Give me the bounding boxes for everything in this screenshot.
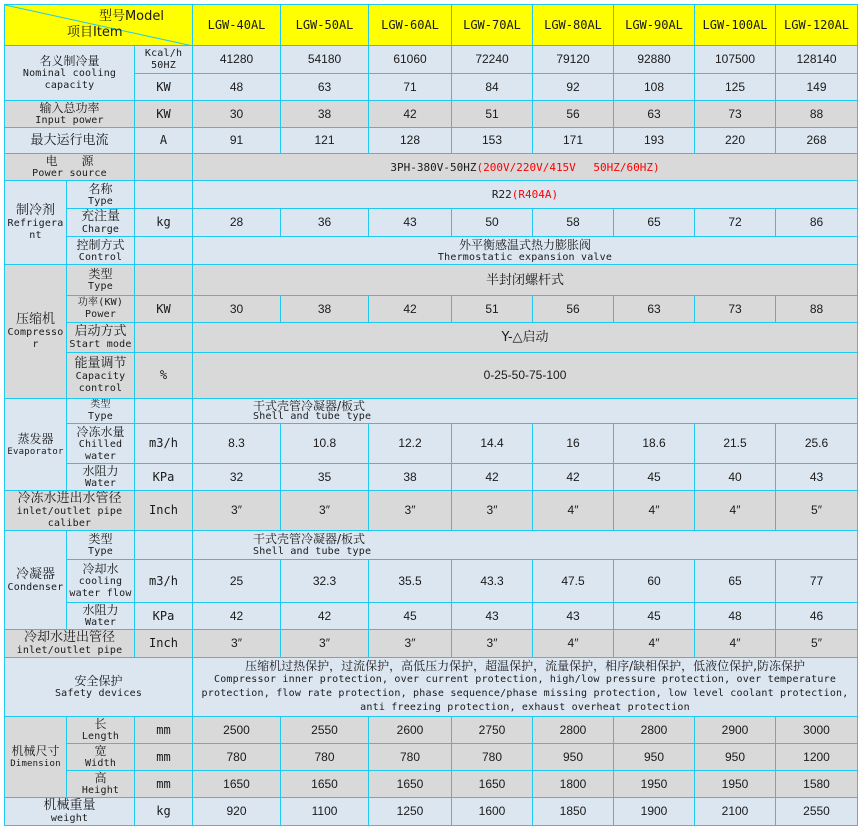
evaporator-chilled-label: 冷冻水量 Chilled water [67,424,135,464]
value-cell: 48 [193,74,281,101]
refrigerant-type-row [5,181,858,209]
value-cell: 3″ [193,630,281,658]
refrigerant-control-label: 控制方式 Control [67,237,135,265]
value-cell: 45 [614,603,695,630]
unit-cell [135,181,193,209]
model-header: LGW-120AL [776,5,858,46]
value-cell: 3″ [369,491,452,531]
value-cell: 46 [776,603,858,630]
value-cell: 220 [695,128,776,154]
value-cell: 3″ [452,491,533,531]
value-cell: 153 [452,128,533,154]
value-cell: 30 [193,296,281,323]
value-cell: 107500 [695,46,776,74]
value-cell: 50 [452,209,533,237]
value-cell: 42 [369,296,452,323]
value-cell: 60 [614,560,695,603]
value-cell: 45 [614,464,695,491]
unit-cell: Inch [135,630,193,658]
value-cell: 2800 [614,717,695,744]
value-cell: 3000 [776,717,858,744]
dimension-width-label: 宽 Width [67,744,135,771]
model-header: LGW-90AL [614,5,695,46]
value-cell: 84 [452,74,533,101]
value-cell: 42 [281,603,369,630]
value-cell: 8.3 [193,424,281,464]
value-cell: 108 [614,74,695,101]
value-cell: 950 [533,744,614,771]
value-cell: 51 [452,296,533,323]
condenser-resistance-row [5,603,858,630]
value-cell: 1850 [533,798,614,826]
value-cell: 77 [776,560,858,603]
value-cell: 5″ [776,491,858,531]
value-cell: 5″ [776,630,858,658]
dimension-length-label: 长 Length [67,717,135,744]
value-cell: 63 [614,101,695,128]
value-cell: 43 [369,209,452,237]
compressor-start-value: Y-△启动 [193,323,858,353]
value-cell: 79120 [533,46,614,74]
value-cell: 1650 [281,771,369,798]
compressor-type-value: 半封闭螺杆式 [193,265,858,296]
value-cell: 92880 [614,46,695,74]
cooling-pipe-row [5,630,858,658]
dimension-width-row [5,744,858,771]
value-cell: 45 [369,603,452,630]
value-cell: 42 [533,464,614,491]
model-header: LGW-50AL [281,5,369,46]
unit-cell [135,399,193,424]
spec-table [4,4,858,826]
condenser-label: 冷凝器 Condenser [5,531,67,630]
refrigerant-charge-row [5,209,858,237]
compressor-start-row [5,323,858,353]
value-cell: 43 [452,603,533,630]
value-cell: 56 [533,101,614,128]
value-cell: 32.3 [281,560,369,603]
refrigerant-label: 制冷剂 Refrigerant [5,181,67,265]
model-header: LGW-100AL [695,5,776,46]
value-cell: 3″ [281,630,369,658]
value-cell: 32 [193,464,281,491]
compressor-label: 压缩机 Compressor [5,265,67,399]
value-cell: 193 [614,128,695,154]
value-cell: 65 [695,560,776,603]
value-cell: 2100 [695,798,776,826]
value-cell: 1650 [193,771,281,798]
value-cell: 3″ [193,491,281,531]
value-cell: 149 [776,74,858,101]
value-cell: 28 [193,209,281,237]
corner-header [5,5,193,46]
unit-cell: A [135,128,193,154]
unit-cell: KW [135,74,193,101]
value-cell: 950 [614,744,695,771]
value-cell: 1800 [533,771,614,798]
value-cell: 128 [369,128,452,154]
value-cell: 30 [193,101,281,128]
max-current-row [5,128,858,154]
unit-cell: KW [135,296,193,323]
compressor-start-label: 启动方式 Start mode [67,323,135,353]
input-power-label: 输入总功率 Input power [5,101,135,128]
value-cell: 2900 [695,717,776,744]
value-cell: 2750 [452,717,533,744]
unit-cell: KPa [135,603,193,630]
value-cell: 91 [193,128,281,154]
value-cell: 2500 [193,717,281,744]
value-cell: 42 [452,464,533,491]
value-cell: 73 [695,101,776,128]
refrigerant-control-row [5,237,858,265]
value-cell: 2550 [281,717,369,744]
refrigerant-type-label: 名称 Type [67,181,135,209]
value-cell: 35.5 [369,560,452,603]
dimension-label: 机械尺寸 Dimension [5,717,67,798]
model-header: LGW-40AL [193,5,281,46]
nominal-cooling-kcal-row [5,46,858,74]
evaporator-type-row [5,399,858,424]
unit-cell: Inch [135,491,193,531]
safety-value: 压缩机过热保护，过流保护，高低压力保护，超温保护，流量保护，相序/缺相保护，低液位保护,防冻保护 Compressor inner protection, over current protection, high/low pressure protection, over temperature protection, flow rate protection, phase sequence/phase missing protection, low level coolant protection, anti freezing protection, exhaust overheat protection [193,658,858,717]
unit-cell: kg [135,798,193,826]
value-cell: 1100 [281,798,369,826]
weight-label: 机械重量 weight [5,798,135,826]
dimension-height-label: 高 Height [67,771,135,798]
compressor-type-label: 类型 Type [67,265,135,296]
value-cell: 4″ [614,491,695,531]
unit-cell [135,154,193,181]
value-cell: 1950 [695,771,776,798]
condenser-resistance-label: 水阻力 Water [67,603,135,630]
unit-cell: mm [135,771,193,798]
value-cell: 950 [695,744,776,771]
unit-cell: kg [135,209,193,237]
power-source-value: 3PH-380V-50HZ(200V/220V/415V 50HZ/60HZ) [193,154,858,181]
condenser-cooling-row [5,560,858,603]
max-current-label: 最大运行电流 [5,128,135,154]
value-cell: 65 [614,209,695,237]
refrigerant-type-value: R22(R404A) [193,181,858,209]
value-cell: 268 [776,128,858,154]
value-cell: 12.2 [369,424,452,464]
value-cell: 72240 [452,46,533,74]
header-row [5,5,858,46]
value-cell: 42 [369,101,452,128]
dimension-height-row [5,771,858,798]
evaporator-type-label: 类型 Type [67,399,135,424]
value-cell: 3″ [369,630,452,658]
unit-cell: m3/h [135,424,193,464]
value-cell: 780 [369,744,452,771]
value-cell: 54180 [281,46,369,74]
value-cell: 40 [695,464,776,491]
safety-row [5,658,858,717]
value-cell: 56 [533,296,614,323]
value-cell: 1650 [369,771,452,798]
refrigerant-charge-label: 充注量 Charge [67,209,135,237]
value-cell: 92 [533,74,614,101]
evaporator-type-value: 干式壳管冷凝器/板式 Shell and tube type [193,399,858,424]
value-cell: 128140 [776,46,858,74]
compressor-type-row [5,265,858,296]
model-header: LGW-60AL [369,5,452,46]
value-cell: 25 [193,560,281,603]
value-cell: 2550 [776,798,858,826]
value-cell: 63 [281,74,369,101]
value-cell: 171 [533,128,614,154]
evaporator-resistance-label: 水阻力 Water [67,464,135,491]
compressor-capacity-row [5,353,858,399]
value-cell: 16 [533,424,614,464]
unit-cell [135,323,193,353]
unit-cell: KPa [135,464,193,491]
value-cell: 920 [193,798,281,826]
power-source-row [5,154,858,181]
value-cell: 1600 [452,798,533,826]
cooling-pipe-label: 冷却水进出管径 inlet/outlet pipe [5,630,135,658]
model-header: LGW-70AL [452,5,533,46]
chilled-pipe-label: 冷冻水进出水管径 inlet/outlet pipe caliber [5,491,135,531]
value-cell: 88 [776,101,858,128]
value-cell: 780 [452,744,533,771]
unit-cell: mm [135,717,193,744]
refrigerant-control-value: 外平衡感温式热力膨胀阀 Thermostatic expansion valve [193,237,858,265]
value-cell: 1580 [776,771,858,798]
value-cell: 1200 [776,744,858,771]
unit-cell [135,531,193,560]
value-cell: 125 [695,74,776,101]
weight-row [5,798,858,826]
value-cell: 72 [695,209,776,237]
value-cell: 43.3 [452,560,533,603]
model-header: LGW-80AL [533,5,614,46]
value-cell: 48 [695,603,776,630]
unit-cell: mm [135,744,193,771]
condenser-type-value: 干式壳管冷凝器/板式 Shell and tube type [193,531,858,560]
value-cell: 43 [533,603,614,630]
value-cell: 36 [281,209,369,237]
unit-cell [135,237,193,265]
compressor-power-row [5,296,858,323]
corner-model-label: 型号Model [98,9,165,24]
value-cell: 86 [776,209,858,237]
value-cell: 4″ [533,491,614,531]
value-cell: 4″ [614,630,695,658]
value-cell: 4″ [695,630,776,658]
evaporator-label: 蒸发器 Evaporator [5,399,67,491]
compressor-capacity-value: 0-25-50-75-100 [193,353,858,399]
value-cell: 1950 [614,771,695,798]
value-cell: 780 [193,744,281,771]
value-cell: 43 [776,464,858,491]
value-cell: 1250 [369,798,452,826]
value-cell: 10.8 [281,424,369,464]
value-cell: 58 [533,209,614,237]
nominal-cooling-label: 名义制冷量 Nominal cooling capacity [5,46,135,101]
chilled-pipe-row [5,491,858,531]
value-cell: 3″ [281,491,369,531]
value-cell: 18.6 [614,424,695,464]
value-cell: 41280 [193,46,281,74]
value-cell: 780 [281,744,369,771]
value-cell: 121 [281,128,369,154]
value-cell: 1900 [614,798,695,826]
value-cell: 38 [369,464,452,491]
value-cell: 71 [369,74,452,101]
dimension-length-row [5,717,858,744]
power-source-label: 电 源 Power source [5,154,135,181]
value-cell: 2800 [533,717,614,744]
value-cell: 25.6 [776,424,858,464]
value-cell: 1650 [452,771,533,798]
value-cell: 61060 [369,46,452,74]
value-cell: 38 [281,101,369,128]
unit-cell [135,265,193,296]
value-cell: 21.5 [695,424,776,464]
compressor-power-label: 功率(KW) Power [67,296,135,323]
unit-cell: KW [135,101,193,128]
condenser-cooling-label: 冷却水 cooling water flow [67,560,135,603]
value-cell: 47.5 [533,560,614,603]
value-cell: 14.4 [452,424,533,464]
value-cell: 88 [776,296,858,323]
evaporator-resistance-row [5,464,858,491]
value-cell: 73 [695,296,776,323]
condenser-type-row [5,531,858,560]
value-cell: 3″ [452,630,533,658]
value-cell: 4″ [695,491,776,531]
safety-label: 安全保护 Safety devices [5,658,193,717]
value-cell: 63 [614,296,695,323]
unit-cell: % [135,353,193,399]
corner-item-label: 项目Item [67,25,123,40]
input-power-row [5,101,858,128]
value-cell: 35 [281,464,369,491]
value-cell: 4″ [533,630,614,658]
unit-cell: Kcal/h 50HZ [135,46,193,74]
value-cell: 38 [281,296,369,323]
evaporator-chilled-row [5,424,858,464]
value-cell: 2600 [369,717,452,744]
condenser-type-label: 类型 Type [67,531,135,560]
unit-cell: m3/h [135,560,193,603]
compressor-capacity-label: 能量调节 Capacity control [67,353,135,399]
value-cell: 42 [193,603,281,630]
value-cell: 51 [452,101,533,128]
